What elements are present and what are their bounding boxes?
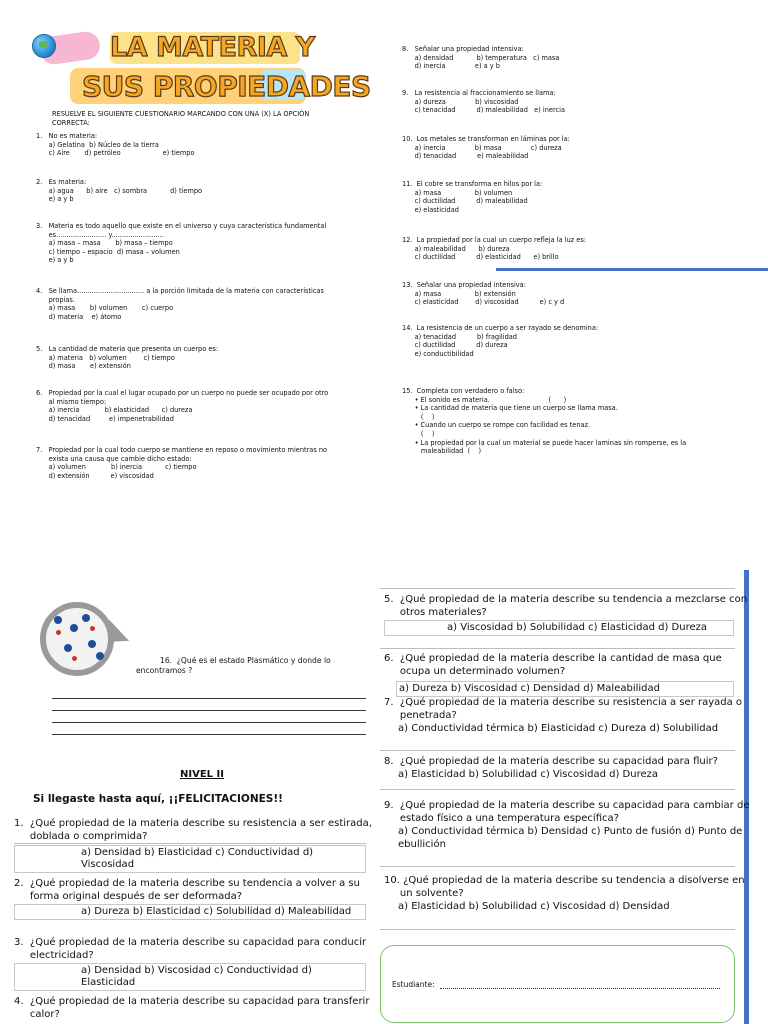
question-text: 5. La cantidad de materia que presenta un cuerpo es:: [36, 345, 219, 353]
answer-line[interactable]: [52, 734, 366, 735]
true-false-item: • El sonido es materia. ( ): [402, 395, 567, 404]
question-text: 3. Materia es todo aquello que existe en el universo y cuya característica fundamental: [36, 222, 327, 230]
question-text: 9. ¿Qué propiedad de la materia describe su capacidad para cambiar de: [384, 800, 750, 811]
question-options: a) tenacidad b) fragilidad: [402, 332, 517, 341]
question-options: a) materia b) volumen c) tiempo: [36, 353, 175, 362]
particle: [56, 630, 61, 635]
question-text: 15. Completa con verdadero o falso:: [402, 387, 525, 395]
answer-line[interactable]: [52, 710, 366, 711]
question-options: d) tenacidad e) impenetrabilidad: [36, 414, 174, 423]
question-5: [36, 345, 218, 371]
question-10: [402, 135, 570, 161]
question-options: a) densidad b) temperatura c) masa: [402, 53, 560, 62]
question-text: 10. Los metales se transforman en láminas por la:: [402, 135, 570, 143]
congrats-text: Si llegaste hasta aquí, ¡¡FELICITACIONES!!: [33, 793, 283, 805]
question-14: [402, 324, 598, 358]
question-text: 12. La propiedad por la cual un cuerpo refleja la luz es:: [402, 236, 587, 244]
question-options: a) inercia b) masa c) dureza: [402, 143, 562, 152]
question-options: c) elasticidad d) viscosidad e) c y d: [402, 298, 565, 307]
question-options: a) Gelatina b) Núcleo de la tierra: [36, 140, 159, 149]
question-text: electricidad?: [14, 950, 94, 961]
row-border: [14, 843, 366, 844]
question-9: [402, 89, 565, 115]
particle: [88, 640, 96, 648]
question-text: 1. ¿Qué propiedad de la materia describe su resistencia a ser estirada,: [14, 818, 372, 829]
answer-line[interactable]: [52, 722, 366, 723]
student-name-field[interactable]: [440, 988, 720, 989]
question-text: al mismo tiempo:: [36, 397, 107, 406]
question-12: [402, 236, 586, 262]
question-options: a) dureza b) viscosidad: [402, 97, 519, 106]
level2-answer-5: a) Viscosidad b) Solubilidad c) Elasticidad d) Dureza: [384, 620, 734, 636]
question-1: [36, 132, 194, 158]
question-options: a) maleabilidad b) dureza: [402, 244, 510, 253]
blue-divider-line: [496, 268, 768, 271]
blue-vertical-line: [744, 570, 749, 1024]
question-options: a) Conductividad térmica b) Elasticidad c) Dureza d) Solubilidad: [398, 723, 719, 734]
question-text: 4. ¿Qué propiedad de la materia describe su capacidad para transferir: [14, 996, 370, 1007]
particle: [90, 626, 95, 631]
row-border: [380, 866, 735, 867]
question-options: c) tenacidad d) maleabilidad e) inercia: [402, 106, 566, 115]
question-text: 7. Propiedad por la cual todo cuerpo se mantiene en reposo o movimiento mientras no: [36, 446, 328, 454]
question-11: [402, 180, 542, 214]
particle: [96, 652, 104, 660]
question-options: e) a y b: [36, 195, 74, 204]
particle: [70, 624, 78, 632]
question-options: d) inercia e) a y b: [402, 62, 500, 71]
question-text: forma original después de ser deformada?: [14, 891, 243, 902]
question-options: c) ductilidad d) maleabilidad: [402, 197, 528, 206]
question-text: exista una causa que cambie dicho estado:: [36, 454, 192, 463]
question-text: 8. ¿Qué propiedad de la materia describe su capacidad para fluir?: [384, 756, 718, 767]
question-text: 10. ¿Qué propiedad de la materia describe su tendencia a disolverse en: [384, 875, 745, 886]
instructions: [52, 110, 309, 127]
question-text: doblada o comprimida?: [14, 831, 148, 842]
globe-icon: [32, 34, 56, 58]
question-text: otros materiales?: [384, 607, 487, 618]
question-16: [136, 656, 331, 676]
question-text: 5. ¿Qué propiedad de la materia describe su tendencia a mezclarse con: [384, 594, 748, 605]
question-options: e) elasticidad: [402, 205, 459, 214]
level2-question-9: [384, 799, 749, 851]
question-8: [402, 45, 559, 71]
level2-question-5: [384, 593, 747, 619]
question-text: ocupa un determinado volumen?: [384, 666, 566, 677]
student-label: Estudiante:: [392, 980, 435, 989]
question-options: d) extensión e) viscosidad: [36, 471, 154, 480]
row-border: [380, 588, 735, 589]
level2-question-2: [14, 877, 360, 903]
true-false-item: ( ): [402, 429, 435, 438]
title-banner: [30, 30, 371, 106]
question-text: 6. Propiedad por la cual el lugar ocupado por un cuerpo no puede ser ocupado por otro: [36, 389, 329, 397]
row-border: [380, 648, 735, 649]
question-options: a) agua b) aire c) sombra d) tiempo: [36, 186, 203, 195]
question-text: 3. ¿Qué propiedad de la materia describe su capacidad para conducir: [14, 937, 367, 948]
level2-answer-1: a) Densidad b) Elasticidad c) Conductividad d) Viscosidad: [14, 845, 366, 873]
question-options: a) Conductividad térmica b) Densidad c) Punto de fusión d) Punto de: [398, 826, 743, 837]
question-text: 2. ¿Qué propiedad de la materia describe su tendencia a volver a su: [14, 878, 360, 889]
question-6: [36, 389, 328, 423]
instructions-line: RESUELVE EL SIGUIENTE CUESTIONARIO MARCANDO CON UNA (X) LA OPCIÓN: [52, 110, 310, 118]
question-text: 16. ¿Qué es el estado Plasmático y donde lo: [160, 656, 331, 665]
question-text: 9. La resistencia al fraccionamiento se llama:: [402, 89, 556, 97]
question-options: a) Elasticidad b) Solubilidad c) Viscosidad d) Densidad: [398, 901, 670, 912]
question-text: 7. ¿Qué propiedad de la materia describe su resistencia a ser rayada o: [384, 697, 743, 708]
question-15: [402, 387, 686, 456]
plasma-illustration: [40, 602, 114, 676]
question-text: un solvente?: [384, 888, 464, 899]
row-border: [380, 929, 735, 930]
true-false-item: • Cuando un cuerpo se rompe con facilidad es tenaz.: [402, 421, 591, 430]
level2-question-1: [14, 817, 372, 843]
question-options: e) conductibilidad: [402, 349, 474, 358]
question-options: a) masa b) volumen: [402, 188, 513, 197]
question-options: e) a y b: [36, 256, 74, 265]
true-false-item: • La cantidad de materia que tiene un cuerpo se llama masa.: [402, 404, 618, 413]
question-text: propias.: [36, 295, 75, 304]
particle: [64, 644, 72, 652]
question-options: c) ductilidad d) dureza: [402, 341, 508, 350]
question-2: [36, 178, 202, 204]
question-text: es........................ y.........................: [36, 230, 164, 239]
question-text: 11. El cobre se transforma en hilos por la:: [402, 180, 543, 188]
question-text: 1. No es materia:: [36, 132, 98, 140]
question-text: 4. Se llama................................ a la porción limitada de la materia con características: [36, 287, 324, 295]
question-text: calor?: [14, 1009, 60, 1020]
question-options: d) materia e) átomo: [36, 312, 122, 321]
question-text: 2. Es materia:: [36, 178, 87, 186]
level2-question-3: [14, 936, 366, 962]
question-options: a) masa b) volumen c) cuerpo: [36, 304, 174, 313]
question-options: a) inercia b) elasticidad c) dureza: [36, 406, 193, 415]
particle: [82, 614, 90, 622]
particle: [54, 616, 62, 624]
true-false-item: maleabilidad ( ): [402, 447, 482, 456]
question-text: 6. ¿Qué propiedad de la materia describe la cantidad de masa que: [384, 653, 722, 664]
question-options: ebullición: [398, 839, 446, 850]
question-options: c) ductilidad d) elasticidad e) brillo: [402, 253, 559, 262]
question-options: a) volumen b) inercia c) tiempo: [36, 463, 197, 472]
question-options: a) masa – masa b) masa – tiempo: [36, 239, 173, 248]
question-options: c) Aire d) petróleo e) tiempo: [36, 149, 195, 158]
question-options: d) tenacidad e) maleabilidad: [402, 152, 529, 161]
question-text: 14. La resistencia de un cuerpo a ser rayado se denomina:: [402, 324, 599, 332]
question-text: encontramos ?: [136, 666, 193, 675]
level2-question-7: [384, 696, 742, 735]
level2-answer-3: a) Densidad b) Viscosidad c) Conductividad d) Elasticidad: [14, 963, 366, 991]
question-3: [36, 222, 326, 265]
level2-question-10: [384, 874, 745, 913]
true-false-item: • La propiedad por la cual un material se puede hacer laminas sin romperse, es la: [402, 438, 687, 447]
question-text: penetrada?: [384, 710, 457, 721]
banner-title-line1: LA MATERIA Y: [110, 32, 315, 63]
level2-question-4: [14, 995, 369, 1021]
row-border: [380, 750, 735, 751]
question-7: [36, 446, 327, 480]
question-text: 8. Señalar una propiedad intensiva:: [402, 45, 524, 53]
true-false-item: ( ): [402, 412, 435, 421]
question-4: [36, 287, 324, 321]
question-text: estado físico a una temperatura específica?: [384, 813, 619, 824]
answer-line[interactable]: [52, 698, 366, 699]
row-border: [380, 789, 735, 790]
question-options: a) masa b) extensión: [402, 289, 516, 298]
level-title: NIVEL II: [180, 769, 224, 780]
question-options: c) tiempo – espacio d) masa – volumen: [36, 247, 180, 256]
question-13: [402, 281, 564, 307]
level2-answer-2: a) Dureza b) Elasticidad c) Solubilidad d) Maleabilidad: [14, 904, 366, 920]
instructions-line: CORRECTA:: [52, 118, 90, 127]
level2-question-8: [384, 755, 718, 781]
level2-answer-6: a) Dureza b) Viscosidad c) Densidad d) Maleabilidad: [396, 681, 734, 697]
banner-title-line2: SUS PROPIEDADES: [82, 70, 371, 103]
question-options: a) Elasticidad b) Solubilidad c) Viscosidad d) Dureza: [398, 769, 658, 780]
question-options: d) masa e) extensión: [36, 362, 131, 371]
particle: [72, 656, 77, 661]
level2-question-6: [384, 652, 722, 678]
question-text: 13. Señalar una propiedad intensiva:: [402, 281, 526, 289]
